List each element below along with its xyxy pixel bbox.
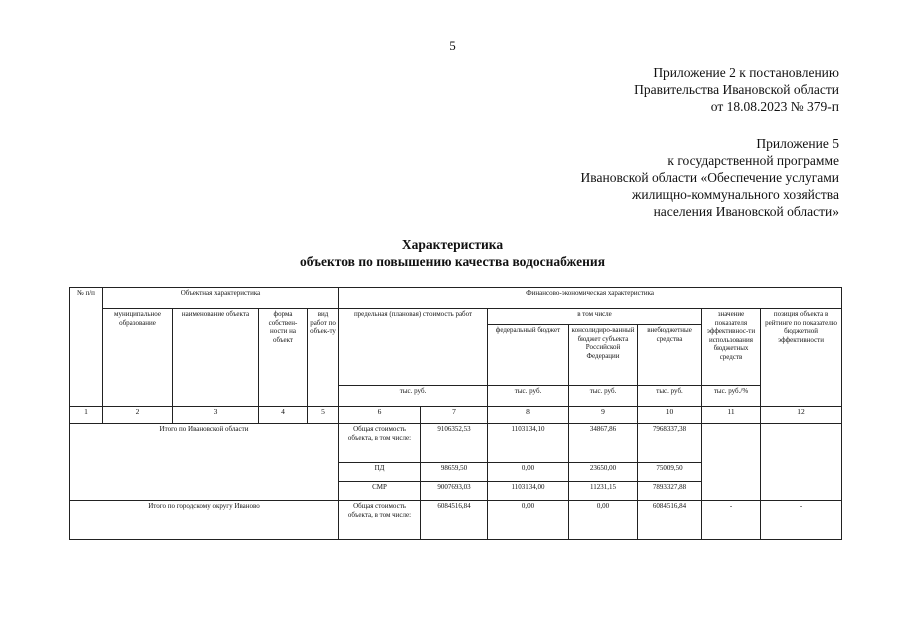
cost-consolidated: 34867,86 <box>569 424 638 463</box>
cost-consolidated: 0,00 <box>569 501 638 540</box>
cost-extrabudget: 75009,50 <box>638 463 702 482</box>
column-number: 2 <box>103 407 173 424</box>
header-consolidated: консолидиро-ванный бюджет субъекта Российской Федерации <box>569 325 638 386</box>
header-federal: федеральный бюджет <box>488 325 569 386</box>
cost-federal: 1103134,10 <box>488 424 569 463</box>
column-number: 4 <box>259 407 308 424</box>
cost-federal: 0,00 <box>488 463 569 482</box>
appendix-decree-line: Правительства Ивановской области <box>634 82 839 97</box>
header-efficiency: значение показателя эффективнос-ти использования бюджетных средств <box>702 309 761 386</box>
header-object-name: наименование объекта <box>173 309 259 407</box>
header-ownership: форма собствен-ности на объект <box>259 309 308 407</box>
title-line: объектов по повышению качества водоснабжения <box>299 254 606 269</box>
column-number: 5 <box>308 407 339 424</box>
column-number-row <box>70 407 842 424</box>
column-number: 11 <box>702 407 761 424</box>
appendix-program-line: к государственной программе <box>667 153 839 168</box>
unit-consolidated: тыс. руб. <box>569 386 638 407</box>
cost-extrabudget: 7968337,38 <box>638 424 702 463</box>
appendix-decree-line: от 18.08.2023 № 379-п <box>710 99 839 114</box>
header-work-type: вид работ по объек-ту <box>308 309 339 407</box>
header-object-char: Объектная характеристика <box>103 288 339 309</box>
document-title <box>0 236 905 270</box>
appendix-program-block <box>581 135 839 220</box>
column-number: 12 <box>761 407 842 424</box>
cost-consolidated: 23650,00 <box>569 463 638 482</box>
cost-consolidated: 11231,15 <box>569 482 638 501</box>
cost-total: 9106352,53 <box>421 424 488 463</box>
header-row <box>70 309 842 325</box>
row-label: Итого по Ивановской области <box>70 424 339 501</box>
characteristics-table <box>69 287 842 540</box>
appendix-program-line: Ивановской области «Обеспечение услугами <box>580 170 839 185</box>
header-rating: позиция объекта в рейтинге по показателю бюджетной эффективности <box>761 309 842 407</box>
header-financial-char: Финансово-экономическая характеристика <box>339 288 842 309</box>
cost-extrabudget: 7893327,88 <box>638 482 702 501</box>
header-extrabudget: внебюджетные средства <box>638 325 702 386</box>
appendix-decree-block <box>634 64 839 115</box>
cost-extrabudget: 6084516,84 <box>638 501 702 540</box>
column-number: 3 <box>173 407 259 424</box>
header-municipality: муниципальное образование <box>103 309 173 407</box>
appendix-program-line: населения Ивановской области» <box>653 204 839 219</box>
efficiency-value: - <box>702 501 761 540</box>
cost-total: 6084516,84 <box>421 501 488 540</box>
column-number: 9 <box>569 407 638 424</box>
unit-cost: тыс. руб. <box>339 386 488 407</box>
title-line: Характеристика <box>401 237 504 252</box>
header-max-cost: предельная (плановая) стоимость работ <box>339 309 488 386</box>
column-number: 1 <box>70 407 103 424</box>
rating-position: - <box>761 501 842 540</box>
cost-federal: 0,00 <box>488 501 569 540</box>
rating-position <box>761 424 842 501</box>
unit-extrabudget: тыс. руб. <box>638 386 702 407</box>
row-label: Итого по городскому округу Иваново <box>70 501 339 540</box>
unit-efficiency: тыс. руб./% <box>702 386 761 407</box>
header-row <box>70 288 842 309</box>
column-number: 6 <box>339 407 421 424</box>
cost-total: 98659,50 <box>421 463 488 482</box>
cost-item-name: Общая стоимость объекта, в том числе: <box>339 501 421 540</box>
cost-item-name: Общая стоимость объекта, в том числе: <box>339 424 421 463</box>
appendix-decree-line: Приложение 2 к постановлению <box>653 65 839 80</box>
cost-item-name: ПД <box>339 463 421 482</box>
appendix-program-line: Приложение 5 <box>756 136 839 151</box>
table-row <box>70 501 842 540</box>
page-number: 5 <box>449 38 456 53</box>
cost-item-name: СМР <box>339 482 421 501</box>
cost-federal: 1103134,00 <box>488 482 569 501</box>
column-number: 8 <box>488 407 569 424</box>
table-row <box>70 424 842 463</box>
appendix-program-line: жилищно-коммунального хозяйства <box>632 187 839 202</box>
header-including: в том числе <box>488 309 702 325</box>
unit-federal: тыс. руб. <box>488 386 569 407</box>
column-number: 7 <box>421 407 488 424</box>
header-num: № п/п <box>70 288 103 407</box>
efficiency-value <box>702 424 761 501</box>
column-number: 10 <box>638 407 702 424</box>
cost-total: 9007693,03 <box>421 482 488 501</box>
